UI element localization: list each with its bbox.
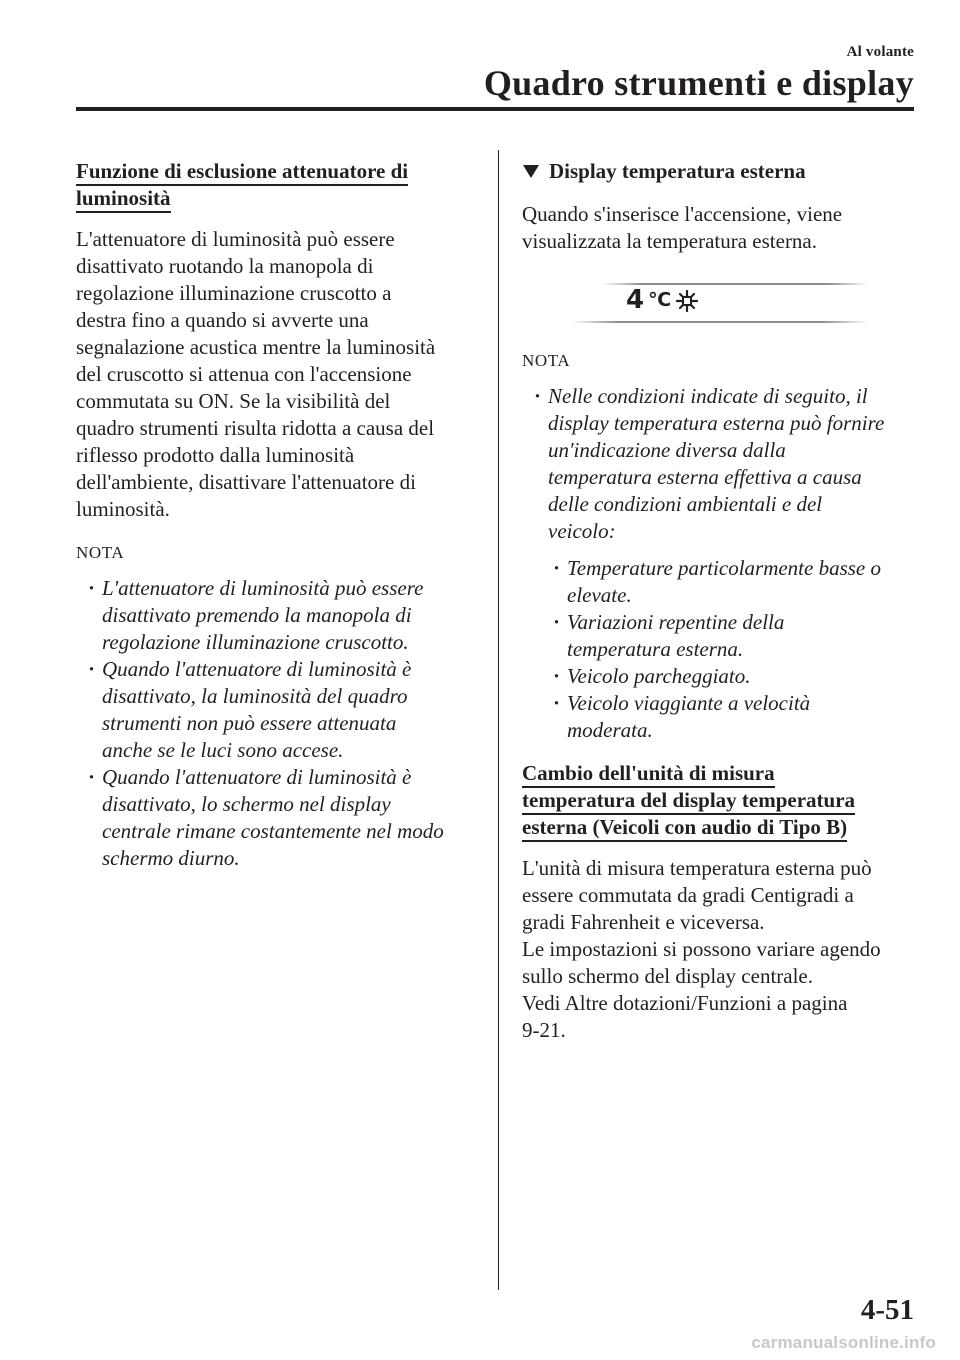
header-rule (76, 107, 914, 111)
display-line-bottom (572, 321, 868, 323)
page-title: Quadro strumenti e display (483, 63, 914, 103)
column-divider (498, 150, 499, 1290)
temperature-readout (626, 287, 698, 314)
left-column (76, 158, 476, 872)
condition-item: · Veicolo parcheggiato. (522, 663, 922, 690)
condition-item: · Temperature particolarmente basse o elevate. (522, 555, 922, 609)
temperature-display-illustration (522, 273, 922, 333)
condition-item: · Veicolo viaggiante a velocità moderata. (522, 690, 922, 744)
dimmer-cancel-body: L'attenuatore di luminosità può essere disattivato ruotando la manopola di regolazione illuminazione cruscotto a destra fino a quando si avverte una segnalazione acustica mentre la luminosità del cruscotto si attenua con l'accensione commutata su ON. Se la visibilità del quadro strumenti risulta ridotta a causa del riflesso prodotto dalla luminosità dell'ambiente, disattivare l'attenuatore di luminosità. (76, 227, 436, 521)
heading-line: temperatura del display temperatura (522, 788, 855, 815)
outside-temp-section-heading (522, 158, 922, 185)
heading-line: esterna (Veicoli con audio di Tipo B) (522, 815, 847, 842)
unit-change-body: L'unità di misura temperatura esterna può essere commutata da gradi Centigradi a gradi Fahrenheit e viceversa. Le impostazioni si possono variare agendo sullo schermo del display centrale. Vedi Altre dotazioni/Funzioni a pagina 9-21. (522, 856, 881, 1042)
condition-item: · Variazioni repentine della temperatura esterna. (522, 609, 922, 663)
heading-line: Funzione di esclusione attenuatore di (76, 159, 408, 186)
snowflake-icon (676, 290, 698, 312)
watermark: carmanualsonline.info (751, 1333, 936, 1352)
temperature-value: 4 (626, 285, 645, 315)
triangle-marker-icon (523, 165, 539, 178)
nota-label: NOTA (522, 351, 571, 370)
outside-temp-intro: Quando s'inserisce l'accensione, viene visualizzata la temperatura esterna. (522, 202, 843, 253)
temperature-unit: ℃ (648, 289, 672, 311)
nota-label: NOTA (76, 543, 125, 562)
nota-item: · L'attenuatore di luminosità può essere disattivato premendo la manopola di regolazione illuminazione cruscotto. (76, 575, 476, 656)
unit-change-heading (522, 760, 922, 841)
page-number: 4-51 (860, 1294, 914, 1326)
section-label: Al volante (846, 44, 914, 60)
heading-line: Cambio dell'unità di misura (522, 761, 775, 788)
section-heading-text: Display temperatura esterna (549, 159, 806, 183)
right-column (522, 158, 922, 1044)
heading-line: luminosità (76, 186, 171, 213)
dimmer-cancel-heading (76, 158, 476, 212)
nota-item: · Nelle condizioni indicate di seguito, il display temperatura esterna può fornire un'indicazione diversa dalla temperatura esterna effettiva a causa delle condizioni ambientali e del veicolo: (522, 383, 922, 545)
nota-item: · Quando l'attenuatore di luminosità è disattivato, lo schermo nel display centrale rimane costantemente nel modo schermo diurno. (76, 764, 476, 872)
nota-item: · Quando l'attenuatore di luminosità è disattivato, la luminosità del quadro strumenti non può essere attenuata anche se le luci sono accese. (76, 656, 476, 764)
